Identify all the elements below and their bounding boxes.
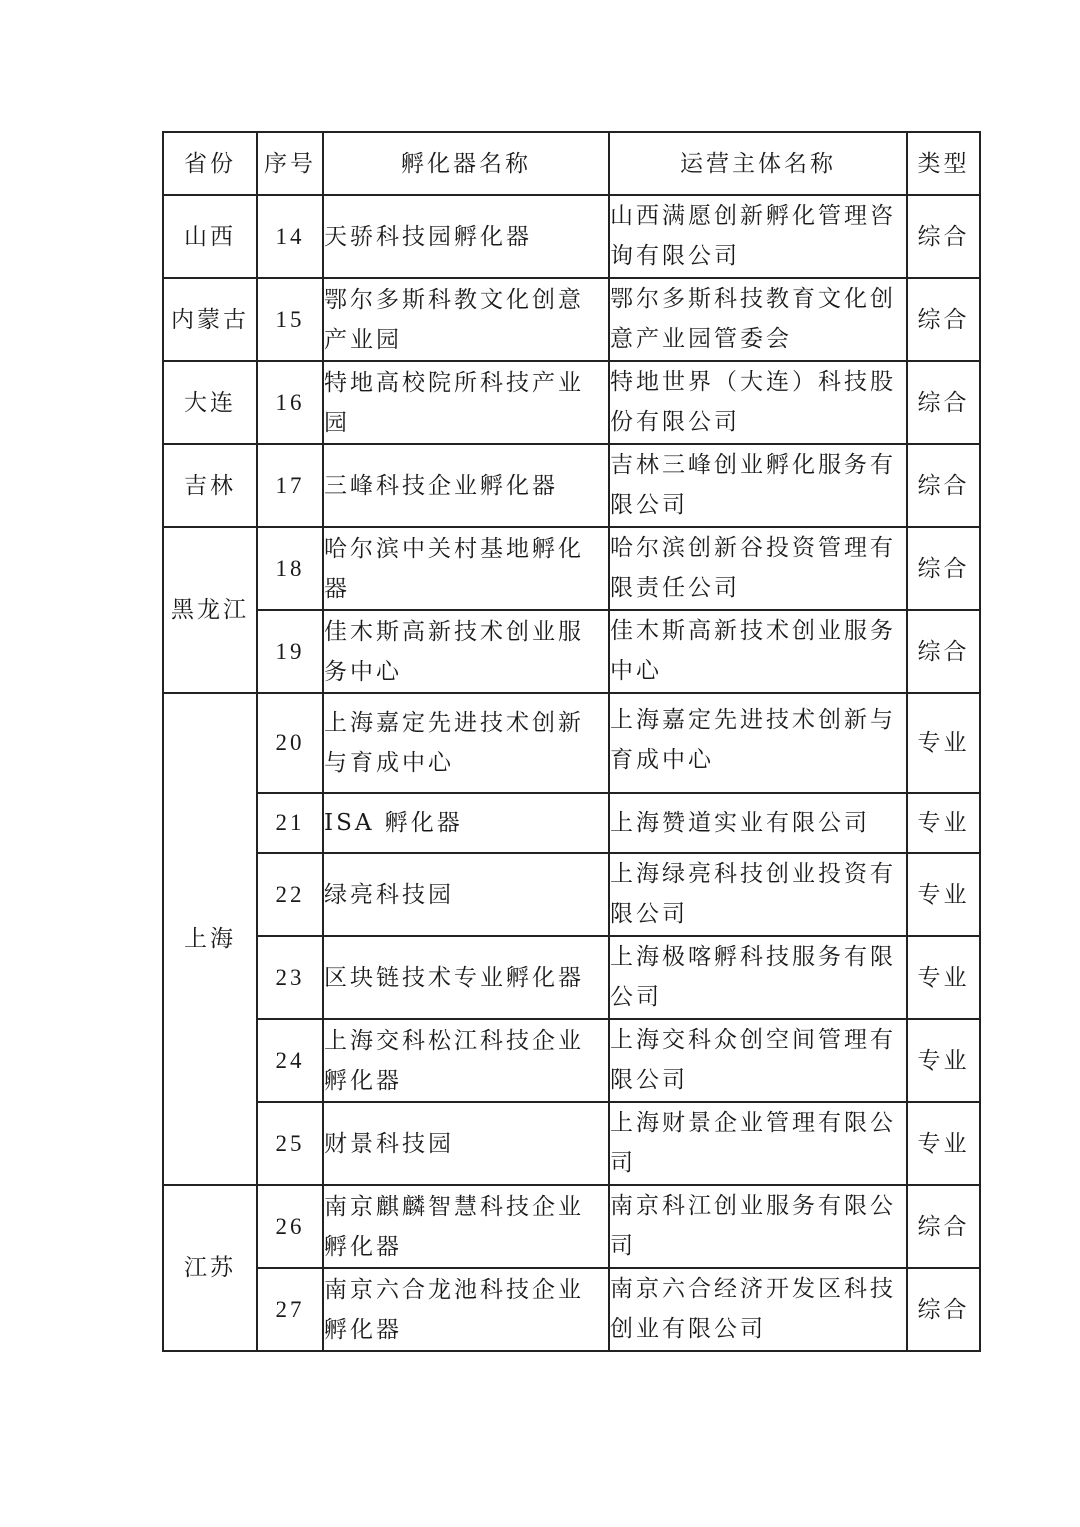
operator-name-cell: 山西满愿创新孵化管理咨询有限公司 bbox=[609, 195, 907, 278]
header-type: 类型 bbox=[907, 132, 980, 195]
type-cell: 综合 bbox=[907, 1185, 980, 1268]
province-cell: 大连 bbox=[163, 361, 257, 444]
table-header-row bbox=[163, 132, 980, 195]
seq-cell: 27 bbox=[257, 1268, 323, 1351]
operator-name-cell: 特地世界（大连）科技股份有限公司 bbox=[609, 361, 907, 444]
incubator-name-cell: 特地高校院所科技产业园 bbox=[323, 361, 609, 444]
header-province: 省份 bbox=[163, 132, 257, 195]
type-cell: 综合 bbox=[907, 1268, 980, 1351]
seq-cell: 20 bbox=[257, 693, 323, 793]
table-row bbox=[163, 278, 980, 361]
seq-cell: 16 bbox=[257, 361, 323, 444]
operator-name-cell: 上海嘉定先进技术创新与育成中心 bbox=[609, 693, 907, 793]
incubator-name-cell: 上海嘉定先进技术创新与育成中心 bbox=[323, 693, 609, 793]
table-row bbox=[163, 1102, 980, 1185]
incubator-name-cell: 绿亮科技园 bbox=[323, 853, 609, 936]
header-name: 孵化器名称 bbox=[323, 132, 609, 195]
type-cell: 综合 bbox=[907, 278, 980, 361]
table-row bbox=[163, 195, 980, 278]
operator-name-cell: 上海极喀孵科技服务有限公司 bbox=[609, 936, 907, 1019]
seq-cell: 23 bbox=[257, 936, 323, 1019]
seq-cell: 19 bbox=[257, 610, 323, 693]
operator-name-cell: 上海赞道实业有限公司 bbox=[609, 793, 907, 853]
type-cell: 专业 bbox=[907, 693, 980, 793]
seq-cell: 25 bbox=[257, 1102, 323, 1185]
incubator-name-cell: 南京麒麟智慧科技企业孵化器 bbox=[323, 1185, 609, 1268]
seq-cell: 26 bbox=[257, 1185, 323, 1268]
table-row bbox=[163, 527, 980, 610]
table-row bbox=[163, 361, 980, 444]
table-row bbox=[163, 853, 980, 936]
province-cell: 吉林 bbox=[163, 444, 257, 527]
type-cell: 综合 bbox=[907, 610, 980, 693]
incubator-name-cell: 财景科技园 bbox=[323, 1102, 609, 1185]
operator-name-cell: 上海绿亮科技创业投资有限公司 bbox=[609, 853, 907, 936]
type-cell: 综合 bbox=[907, 444, 980, 527]
incubator-table bbox=[162, 131, 981, 1352]
type-cell: 专业 bbox=[907, 936, 980, 1019]
seq-cell: 21 bbox=[257, 793, 323, 853]
seq-cell: 14 bbox=[257, 195, 323, 278]
type-cell: 综合 bbox=[907, 527, 980, 610]
province-cell: 上海 bbox=[163, 693, 257, 1185]
seq-cell: 18 bbox=[257, 527, 323, 610]
table-row bbox=[163, 1019, 980, 1102]
incubator-name-cell: 鄂尔多斯科教文化创意产业园 bbox=[323, 278, 609, 361]
seq-cell: 24 bbox=[257, 1019, 323, 1102]
operator-name-cell: 佳木斯高新技术创业服务中心 bbox=[609, 610, 907, 693]
operator-name-cell: 吉林三峰创业孵化服务有限公司 bbox=[609, 444, 907, 527]
operator-name-cell: 南京科江创业服务有限公司 bbox=[609, 1185, 907, 1268]
seq-cell: 15 bbox=[257, 278, 323, 361]
province-cell: 山西 bbox=[163, 195, 257, 278]
header-seq: 序号 bbox=[257, 132, 323, 195]
operator-name-cell: 上海交科众创空间管理有限公司 bbox=[609, 1019, 907, 1102]
type-cell: 专业 bbox=[907, 793, 980, 853]
table-row bbox=[163, 1268, 980, 1351]
incubator-name-cell: 佳木斯高新技术创业服务中心 bbox=[323, 610, 609, 693]
incubator-name-cell: 上海交科松江科技企业孵化器 bbox=[323, 1019, 609, 1102]
seq-cell: 22 bbox=[257, 853, 323, 936]
type-cell: 专业 bbox=[907, 1102, 980, 1185]
province-cell: 江苏 bbox=[163, 1185, 257, 1351]
operator-name-cell: 哈尔滨创新谷投资管理有限责任公司 bbox=[609, 527, 907, 610]
table-row bbox=[163, 936, 980, 1019]
table-row bbox=[163, 610, 980, 693]
type-cell: 综合 bbox=[907, 195, 980, 278]
type-cell: 专业 bbox=[907, 853, 980, 936]
type-cell: 专业 bbox=[907, 1019, 980, 1102]
table-row bbox=[163, 444, 980, 527]
incubator-name-cell: 区块链技术专业孵化器 bbox=[323, 936, 609, 1019]
header-operator: 运营主体名称 bbox=[609, 132, 907, 195]
province-cell: 黑龙江 bbox=[163, 527, 257, 693]
seq-cell: 17 bbox=[257, 444, 323, 527]
table-row bbox=[163, 1185, 980, 1268]
type-cell: 综合 bbox=[907, 361, 980, 444]
operator-name-cell: 南京六合经济开发区科技创业有限公司 bbox=[609, 1268, 907, 1351]
incubator-name-cell: ISA 孵化器 bbox=[323, 793, 609, 853]
operator-name-cell: 上海财景企业管理有限公司 bbox=[609, 1102, 907, 1185]
table-row bbox=[163, 693, 980, 793]
incubator-name-cell: 南京六合龙池科技企业孵化器 bbox=[323, 1268, 609, 1351]
province-cell: 内蒙古 bbox=[163, 278, 257, 361]
operator-name-cell: 鄂尔多斯科技教育文化创意产业园管委会 bbox=[609, 278, 907, 361]
incubator-name-cell: 哈尔滨中关村基地孵化器 bbox=[323, 527, 609, 610]
table-row bbox=[163, 793, 980, 853]
incubator-name-cell: 三峰科技企业孵化器 bbox=[323, 444, 609, 527]
incubator-name-cell: 天骄科技园孵化器 bbox=[323, 195, 609, 278]
